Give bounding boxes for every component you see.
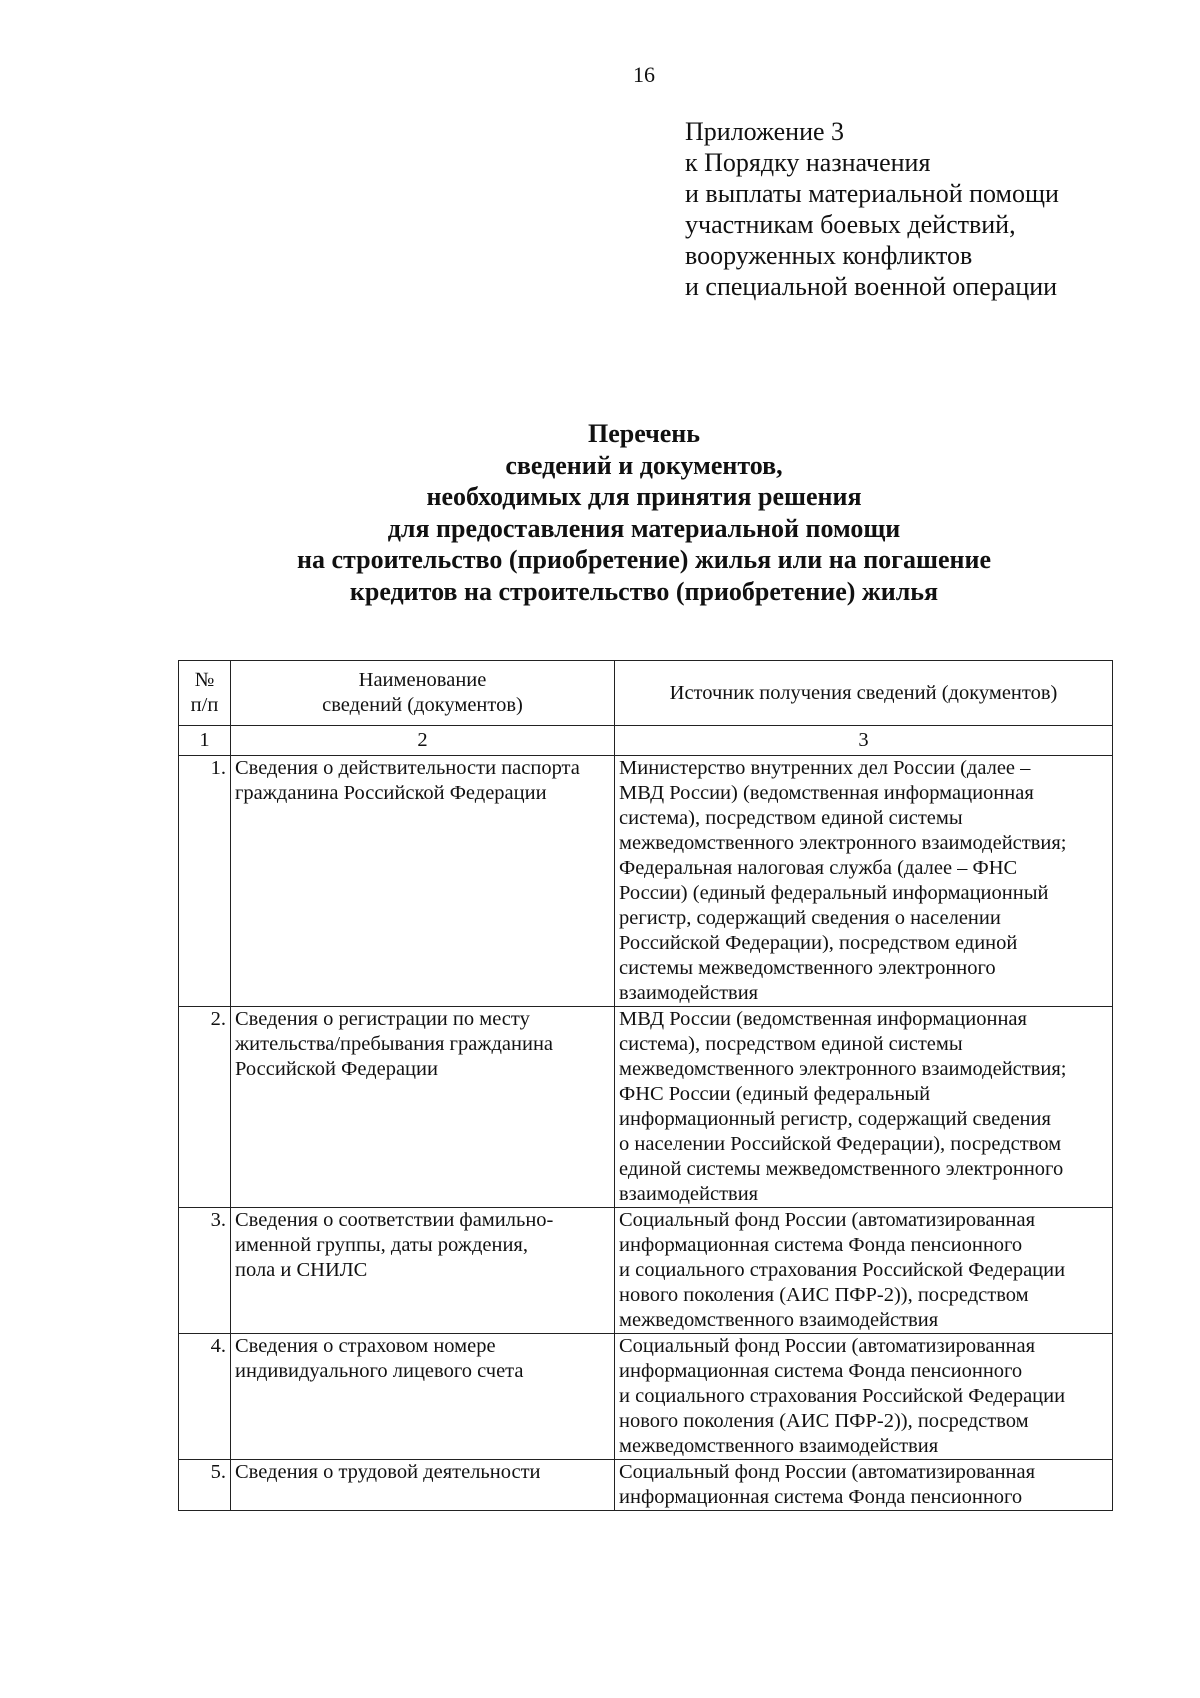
header-name-line: Наименование [358,669,487,691]
header-name [231,661,615,726]
documents-table [178,660,1113,1511]
title-line: на строительство (приобретение) жилья или на погашение [297,545,991,574]
row-name-line: жительства/пребывания гражданина [235,1033,554,1055]
header-name-line: сведений (документов) [322,694,523,716]
table-row [179,1460,1113,1511]
table-row [179,756,1113,1007]
column-number: 1 [179,726,231,756]
row-source-line: и социального страхования Российской Федерации [619,1385,1066,1407]
column-number: 2 [231,726,615,756]
row-name-line: пола и СНИЛС [235,1259,368,1281]
row-source [615,1334,1113,1460]
row-name-line: Сведения о действительности паспорта [235,757,580,779]
table-body [179,756,1113,1511]
appendix-line: и выплаты материальной помощи [685,179,1059,208]
title-line: Перечень [587,419,701,448]
title-line: сведений и документов, [505,450,783,480]
table-row [179,1334,1113,1460]
appendix-block [685,116,1059,302]
row-number: 2. [179,1007,231,1208]
row-number: 3. [179,1208,231,1334]
row-source-line: информационная система Фонда пенсионного [619,1360,1023,1382]
header-number [179,661,231,726]
row-source-line: межведомственного электронного взаимодействия; [619,832,1067,854]
row-source-line: о населении Российской Федерации), посредством [619,1133,1062,1155]
row-source-line: взаимодействия [619,982,759,1004]
row-name [231,1007,615,1208]
row-number: 1. [179,756,231,1007]
row-source-line: межведомственного взаимодействия [619,1309,939,1331]
appendix-line: к Порядку назначения [685,148,931,177]
title-line: кредитов на строительство (приобретение) жилья [349,576,939,606]
row-name-line: именной группы, даты рождения, [235,1234,528,1256]
row-source-line: Российской Федерации), посредством единой [619,932,1018,954]
row-source-line: ФНС России (единый федеральный [619,1083,931,1105]
row-source [615,756,1113,1007]
row-name [231,1460,615,1511]
row-name-line: Сведения о трудовой деятельности [235,1461,541,1483]
row-name [231,1334,615,1460]
row-name-line: Сведения о страховом номере [235,1335,496,1357]
row-source-line: Министерство внутренних дел России (далее – [619,757,1031,779]
row-source-line: межведомственного взаимодействия [619,1435,939,1457]
row-source-line: Социальный фонд России (автоматизированная [619,1209,1036,1231]
title-line: необходимых для принятия решения [426,482,862,511]
appendix-line: вооруженных конфликтов [685,241,973,270]
row-source-line: информационная система Фонда пенсионного [619,1486,1023,1508]
row-number: 5. [179,1460,231,1511]
header-source-text: Источник получения сведений (документов) [669,681,1058,704]
row-source-line: система), посредством единой системы [619,807,963,829]
row-source [615,1208,1113,1334]
header-number-line: № [194,669,215,691]
document-title [0,418,1200,607]
row-source-line: взаимодействия [619,1183,759,1205]
table-header-row [179,661,1113,726]
header-number-line: п/п [190,694,219,716]
row-source-line: и социального страхования Российской Федерации [619,1259,1066,1281]
row-source-line: Социальный фонд России (автоматизированная [619,1461,1036,1483]
column-number: 3 [615,726,1113,756]
row-name-line: Сведения о соответствии фамильно- [235,1209,554,1231]
header-source [615,661,1113,726]
row-source-line: России) (единый федеральный информационный [619,882,1049,904]
row-name-line: Сведения о регистрации по месту [235,1008,530,1030]
title-line: для предоставления материальной помощи [387,513,901,543]
row-name [231,1208,615,1334]
row-source-line: Социальный фонд России (автоматизированная [619,1335,1036,1357]
row-name-line: гражданина Российской Федерации [235,782,547,804]
table-row [179,1007,1113,1208]
row-name [231,756,615,1007]
row-source-line: нового поколения (АИС ПФР-2)), посредством [619,1284,1029,1306]
row-source-line: нового поколения (АИС ПФР-2)), посредством [619,1410,1029,1432]
row-name-line: Российской Федерации [235,1058,438,1080]
row-source [615,1007,1113,1208]
row-source-line: информационная система Фонда пенсионного [619,1234,1023,1256]
row-source-line: межведомственного электронного взаимодействия; [619,1058,1067,1080]
row-source-line: регистр, содержащий сведения о населении [619,907,1001,929]
page-number: 16 [633,62,655,87]
row-source-line: Федеральная налоговая служба (далее – ФНС [619,857,1018,879]
row-source-line: МВД России (ведомственная информационная [619,1008,1027,1030]
appendix-line: Приложение 3 [685,117,845,146]
row-name-line: индивидуального лицевого счета [235,1360,524,1382]
row-source [615,1460,1113,1511]
row-source-line: система), посредством единой системы [619,1033,963,1055]
row-source-line: МВД России) (ведомственная информационная [619,782,1034,804]
appendix-line: и специальной военной операции [685,272,1058,301]
column-number-row [179,726,1113,756]
row-number: 4. [179,1334,231,1460]
row-source-line: единой системы межведомственного электронного [619,1158,1064,1180]
appendix-line: участникам боевых действий, [685,210,1016,239]
row-source-line: информационный регистр, содержащий сведения [619,1108,1051,1130]
row-source-line: системы межведомственного электронного [619,957,996,979]
table-row [179,1208,1113,1334]
